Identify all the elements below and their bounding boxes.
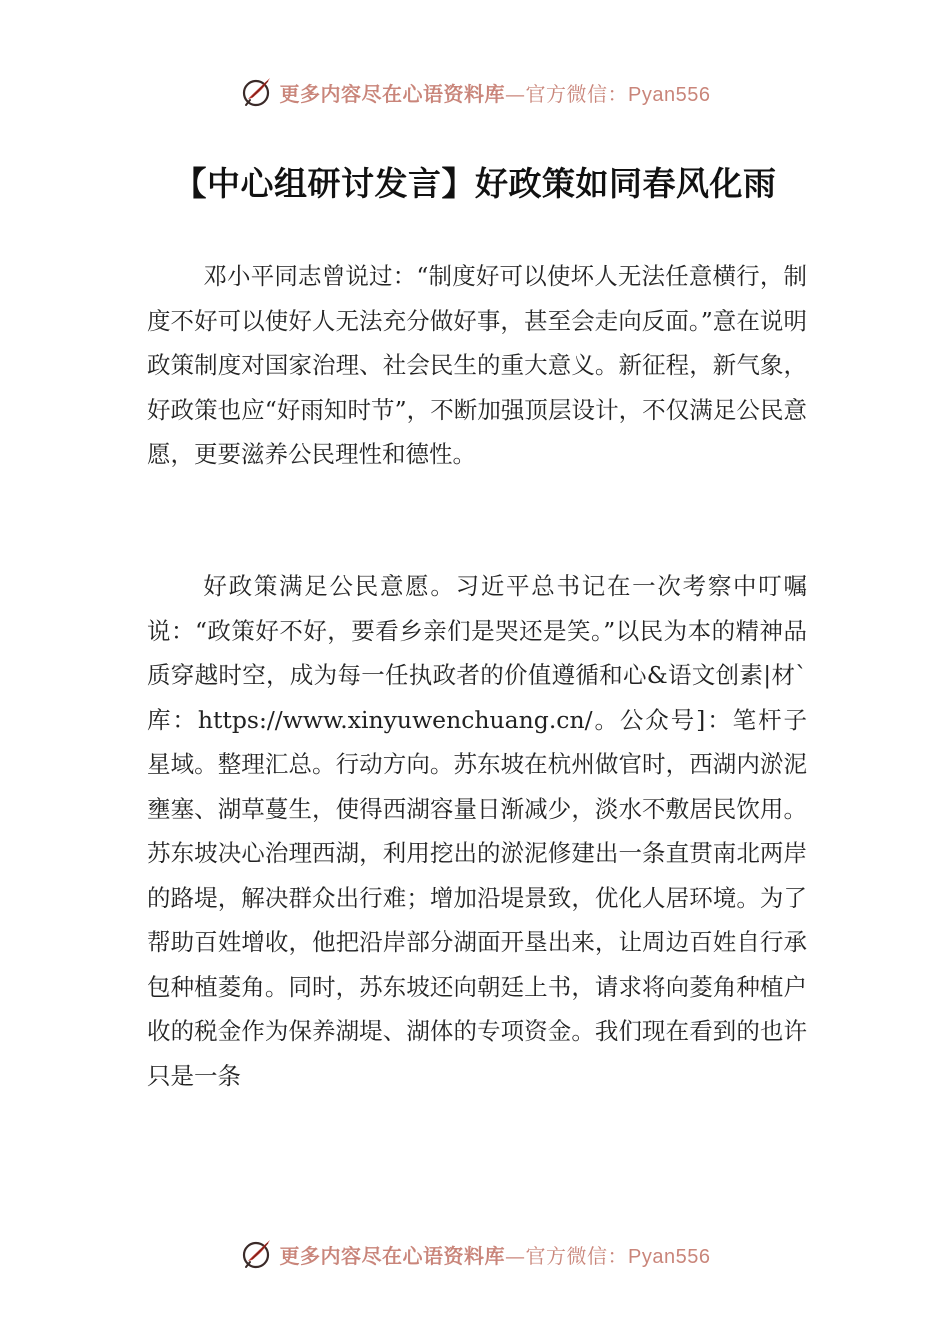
header-separator: — [505,81,526,106]
footer-banner [0,1234,950,1274]
footer-separator: — [505,1243,526,1268]
footer-wechat-id: Pyan556 [628,1245,711,1268]
footer-banner-text [280,1240,711,1269]
body-paragraph-2-container [147,564,807,1098]
header-brand-text: 更多内容尽在心语资料库 [279,81,506,106]
document-title: 【中心组研讨发言】好政策如同春风化雨 [173,164,777,203]
quill-logo-icon [240,75,274,109]
header-wechat-label: 官方微信： [525,81,629,106]
body-paragraph-2: 好政策满足公民意愿。习近平总书记在一次考察中叮嘱说：“政策好不好，要看乡亲们是哭还是笑。”以民为本的精神品质穿越时空，成为每一任执政者的价值遵循和心&语文创素|材`库：https://www.xinyuwenchuang.cn/。公众号]：笔杆子星域。整理汇总。行动方向。苏东坡在杭州做官时，西湖内淤泥壅塞、湖草蔓生，使得西湖容量日渐减少，淡水不敷居民饮用。苏东坡决心治理西湖，利用挖出的淤泥修建出一条直贯南北两岸的路堤，解决群众出行难；增加沿堤景致，优化人居环境。为了帮助百姓增收，他把沿岸部分湖面开垦出来，让周边百姓自行承包种植菱角。同时，苏东坡还向朝廷上书，请求将向菱角种植户收的税金作为保养湖堤、湖体的专项资金。我们现在看到的也许只是一条 [147,572,807,1090]
footer-brand-text: 更多内容尽在心语资料库 [279,1243,506,1268]
footer-wechat-label: 官方微信： [525,1243,629,1268]
quill-logo-icon [240,1237,274,1271]
body-paragraph-1-container [147,254,807,477]
header-banner-text [280,78,711,107]
body-paragraph-1: 邓小平同志曾说过：“制度好可以使坏人无法任意横行，制度不好可以使好人无法充分做好事，甚至会走向反面。”意在说明政策制度对国家治理、社会民生的重大意义。新征程，新气象，好政策也应“好雨知时节”，不断加强顶层设计，不仅满足公民意愿，更要滋养公民理性和德性。 [147,262,807,468]
header-wechat-id: Pyan556 [628,83,711,106]
header-banner [0,72,950,112]
